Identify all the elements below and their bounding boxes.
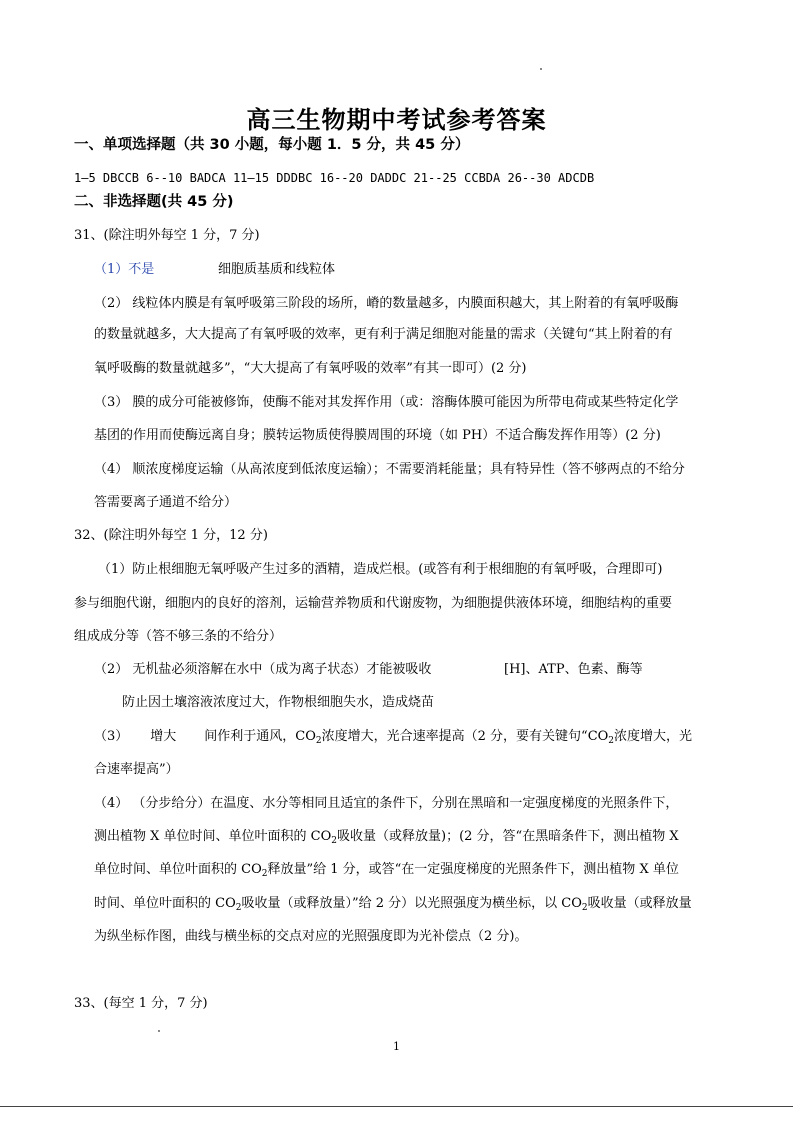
q32-answer4-line4-b: 吸收量（或释放量）”给 2 分）以光照强度为横坐标，以 CO [241, 896, 582, 911]
q32-answer2-extra: [H]、ATP、色素、酶等 [504, 662, 643, 677]
section2-heading: 二、非选择题(共 45 分) [74, 194, 234, 210]
co2-subscript: 2 [331, 836, 337, 846]
scan-speck [158, 1030, 160, 1032]
q32-answer1-line2: 参与细胞代谢，细胞内的良好的溶剂，运输营养物质和代谢废物，为细胞提供液体环境，细胞结构的重要 [74, 596, 673, 611]
q32-answer1-line1: （1）防止根细胞无氧呼吸产生过多的酒精，造成烂根。(或答有利于根细胞的有氧呼吸，合理即可) [98, 562, 663, 577]
q32-answer2-label: （2） 无机盐必须溶解在水中（成为离子状态）才能被吸收 [94, 662, 432, 677]
co2-subscript: 2 [581, 903, 588, 913]
q31-header: 31、(除注明外每空 1 分，7 分) [74, 228, 260, 243]
q31-answer3-line1: （3） 膜的成分可能被修饰，使酶不能对其发挥作用（或：溶酶体膜可能因为所带电荷或某些特定化学 [94, 395, 679, 410]
section1-heading: 一、单项选择题（共 30 小题，每小题 1．5 分，共 45 分） [74, 137, 470, 153]
q32-answer4-line2-a: 测出植物 X 单位时间、单位叶面积的 CO [94, 829, 332, 844]
q32-answer4-line3-b: 释放量”给 1 分，或答“在一定强度梯度的光照条件下，测出植物 X 单位 [267, 862, 679, 877]
q31-answer2-line3: 氧呼吸酶的数量就越多”，“大大提高了有氧呼吸的效率”有其一即可）(2 分) [94, 361, 527, 376]
q32-answer4-line4 [94, 892, 692, 911]
scan-speck [540, 68, 542, 70]
q32-answer4-line4-c: 吸收量（或释放量 [587, 896, 692, 911]
section1-answers: 1—5 DBCCB 6--10 BADCA 11—15 DDDBC 16--20 DADDC 21--25 CCBDA 26--30 ADCDB [74, 171, 595, 185]
q32-answer4-line5: 为纵坐标作图，曲线与横坐标的交点对应的光照强度即为光补偿点（2 分)。 [94, 929, 528, 944]
q32-answer3-text1: 间作利于通风，CO [204, 729, 316, 744]
q32-answer4-line2 [94, 825, 679, 844]
q32-answer1-line3: 组成成分等（答不够三条的不给分） [74, 629, 283, 644]
q32-answer3-line2: 合速率提高”） [94, 762, 179, 777]
co2-subscript: 2 [608, 736, 615, 746]
q31-answer3-line2: 基团的作用而使酶远离自身；膜转运物质使得膜周围的环境（如 PH）不适合酶发挥作用等）(2 分) [94, 428, 661, 443]
q32-answer4-line1: （4） （分步给分）在温度、水分等相同且适宜的条件下，分别在黑暗和一定强度梯度的光照条件下， [94, 796, 679, 811]
q32-answer4-line3 [94, 858, 679, 877]
co2-subscript: 2 [261, 869, 268, 879]
page-bottom-border [0, 1106, 793, 1107]
co2-subscript: 2 [315, 736, 322, 746]
q32-answer4-line2-b: 吸收量（或释放量)；(2 分，答“在黑暗条件下，测出植物 X [337, 829, 679, 844]
q32-answer3-answer: 增大 [150, 729, 177, 744]
q33-header: 33、(每空 1 分，7 分) [74, 996, 208, 1011]
q31-answer1-label: （1）不是 [94, 262, 155, 277]
q32-header: 32、(除注明外每空 1 分，12 分) [74, 528, 268, 543]
q32-answer3-line1 [94, 725, 692, 744]
q32-answer4-line4-a: 时间、单位叶面积的 CO [94, 896, 236, 911]
q32-answer4-line3-a: 单位时间、单位叶面积的 CO [94, 862, 262, 877]
q31-answer2-line1: （2） 线粒体内膜是有氧呼吸第三阶段的场所，嵴的数量越多，内膜面积越大，其上附着的有氧呼吸酶 [94, 296, 679, 311]
page-title: 高三生物期中考试参考答案 [246, 105, 547, 134]
q31-answer4-line1: （4） 顺浓度梯度运输（从高浓度到低浓度运输）；不需要消耗能量；具有特异性（答不够两点的不给分 [94, 462, 685, 477]
q32-answer2-line2: 防止因土壤溶液浓度过大，作物根细胞失水，造成烧苗 [122, 695, 435, 710]
page-number: 1 [393, 1040, 400, 1053]
q31-answer2-line2: 的数量就越多，大大提高了有氧呼吸的效率，更有利于满足细胞对能量的需求（关键句“其上附着的有 [94, 327, 673, 342]
co2-subscript: 2 [235, 903, 242, 913]
q31-answer1-text: 细胞质基质和线粒体 [218, 262, 336, 277]
q31-answer4-line2: 答需要离子通道不给分） [94, 495, 238, 510]
q32-answer3-text3: 浓度增大，光 [614, 729, 693, 744]
q32-answer3-label: （3） [94, 729, 129, 744]
q32-answer3-text2: 浓度增大，光合速率提高（2 分，要有关键句“CO [321, 729, 609, 744]
